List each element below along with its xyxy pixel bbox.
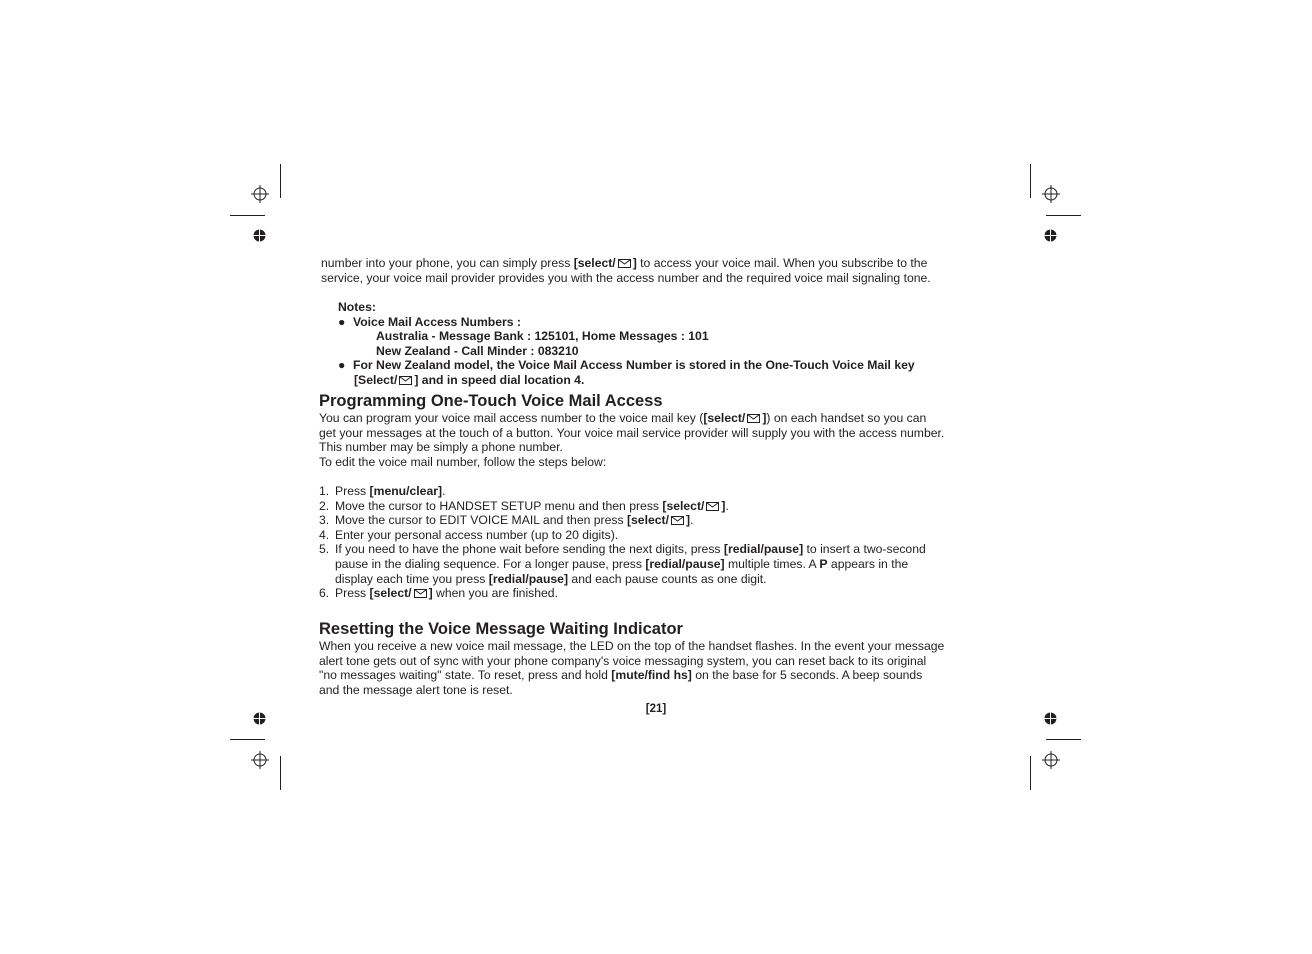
crop-mark-top-left-vertical bbox=[280, 164, 281, 198]
intro-line-1: number into your phone, you can simply press [select/ ] to access your voice mail. When you subscribe to the bbox=[321, 256, 928, 270]
section-title-programming: Programming One-Touch Voice Mail Access bbox=[319, 392, 663, 410]
step-6: 6. Press [select/ ] when you are finished. bbox=[319, 586, 558, 601]
note-australia-numbers: Australia - Message Bank : 125101, Home Messages : 101 bbox=[376, 329, 709, 344]
envelope-icon bbox=[399, 376, 412, 385]
registration-mark-bottom-left-icon bbox=[251, 751, 269, 769]
crop-mark-bottom-left-horizontal bbox=[230, 739, 265, 740]
resetting-line-1: When you receive a new voice mail message, the LED on the top of the handset flashes. In the event your message bbox=[319, 639, 945, 653]
envelope-icon bbox=[414, 589, 427, 598]
notes-heading: Notes: bbox=[338, 300, 376, 314]
section-title-resetting: Resetting the Voice Message Waiting Indicator bbox=[319, 620, 683, 638]
crop-mark-top-left-horizontal bbox=[230, 215, 265, 216]
resetting-line-3: "no messages waiting" state. To reset, press and hold [mute/find hs] on the base for 5 seconds. A beep sounds bbox=[319, 668, 923, 683]
resetting-line-2: alert tone gets out of sync with your phone company's voice messaging system, you can reset back to its original bbox=[319, 653, 927, 668]
crop-mark-bottom-right-horizontal bbox=[1046, 739, 1081, 740]
registration-mark-bottom-right-icon bbox=[1042, 751, 1060, 769]
registration-dot-bottom-left-icon bbox=[253, 712, 266, 725]
registration-mark-top-left-icon bbox=[251, 185, 269, 203]
resetting-line-4: and the message alert tone is reset. bbox=[319, 682, 513, 697]
envelope-icon bbox=[618, 259, 631, 268]
envelope-icon bbox=[671, 516, 684, 525]
note-bullet-2: ● For New Zealand model, the Voice Mail Access Number is stored in the One-Touch Voice Mail key bbox=[338, 358, 915, 373]
programming-line-4: To edit the voice mail number, follow the steps below: bbox=[319, 454, 607, 469]
step-2: 2. Move the cursor to HANDSET SETUP menu and then press [select/ ]. bbox=[319, 498, 729, 513]
crop-mark-top-right-horizontal bbox=[1046, 215, 1081, 216]
registration-mark-top-right-icon bbox=[1042, 185, 1060, 203]
programming-paragraph bbox=[319, 411, 991, 469]
programming-line-3: This number may be simply a phone number. bbox=[319, 440, 563, 455]
note-new-zealand-number: New Zealand - Call Minder : 083210 bbox=[376, 343, 579, 358]
crop-mark-top-right-vertical bbox=[1030, 164, 1031, 198]
intro-paragraph bbox=[321, 256, 993, 285]
step-4: 4. Enter your personal access number (up to 20 digits). bbox=[319, 527, 619, 542]
registration-dot-bottom-right-icon bbox=[1044, 712, 1057, 725]
notes-block bbox=[338, 300, 978, 388]
registration-dot-top-left-icon bbox=[253, 229, 266, 242]
note-bullet-1: ● Voice Mail Access Numbers : bbox=[338, 314, 521, 329]
steps-list bbox=[319, 484, 991, 601]
bullet-icon: ● bbox=[338, 358, 346, 373]
crop-mark-bottom-left-vertical bbox=[280, 756, 281, 790]
step-5: 5. If you need to have the phone wait before sending the next digits, press [redial/pause] to insert a two-second pause in the dialing sequence. For a longer pause, press [redial/pause] multiple times. A P appears in the display each time you press [redial/pause] and each pause counts as one digit. bbox=[319, 542, 926, 586]
page-number: [21] bbox=[645, 703, 667, 715]
step-3: 3. Move the cursor to EDIT VOICE MAIL and then press [select/ ]. bbox=[319, 513, 694, 528]
programming-line-2: get your messages at the touch of a button. Your voice mail service provider will supply you with the access number. bbox=[319, 425, 945, 440]
registration-dot-top-right-icon bbox=[1044, 229, 1057, 242]
bullet-icon: ● bbox=[338, 314, 346, 329]
resetting-paragraph bbox=[319, 639, 991, 697]
envelope-icon bbox=[706, 502, 719, 511]
select-key-label: [select/ bbox=[573, 256, 616, 270]
crop-mark-bottom-right-vertical bbox=[1030, 756, 1031, 790]
intro-line-2: service, your voice mail provider provides you with the access number and the required voice mail signaling tone. bbox=[321, 270, 931, 285]
note-bullet-2-line-2: [Select/ ] and in speed dial location 4. bbox=[354, 372, 585, 387]
step-1: 1. Press [menu/clear]. bbox=[319, 484, 446, 498]
envelope-icon bbox=[747, 414, 760, 423]
programming-line-1: You can program your voice mail access number to the voice mail key ([select/ ]) on each handset so you can bbox=[319, 411, 927, 425]
